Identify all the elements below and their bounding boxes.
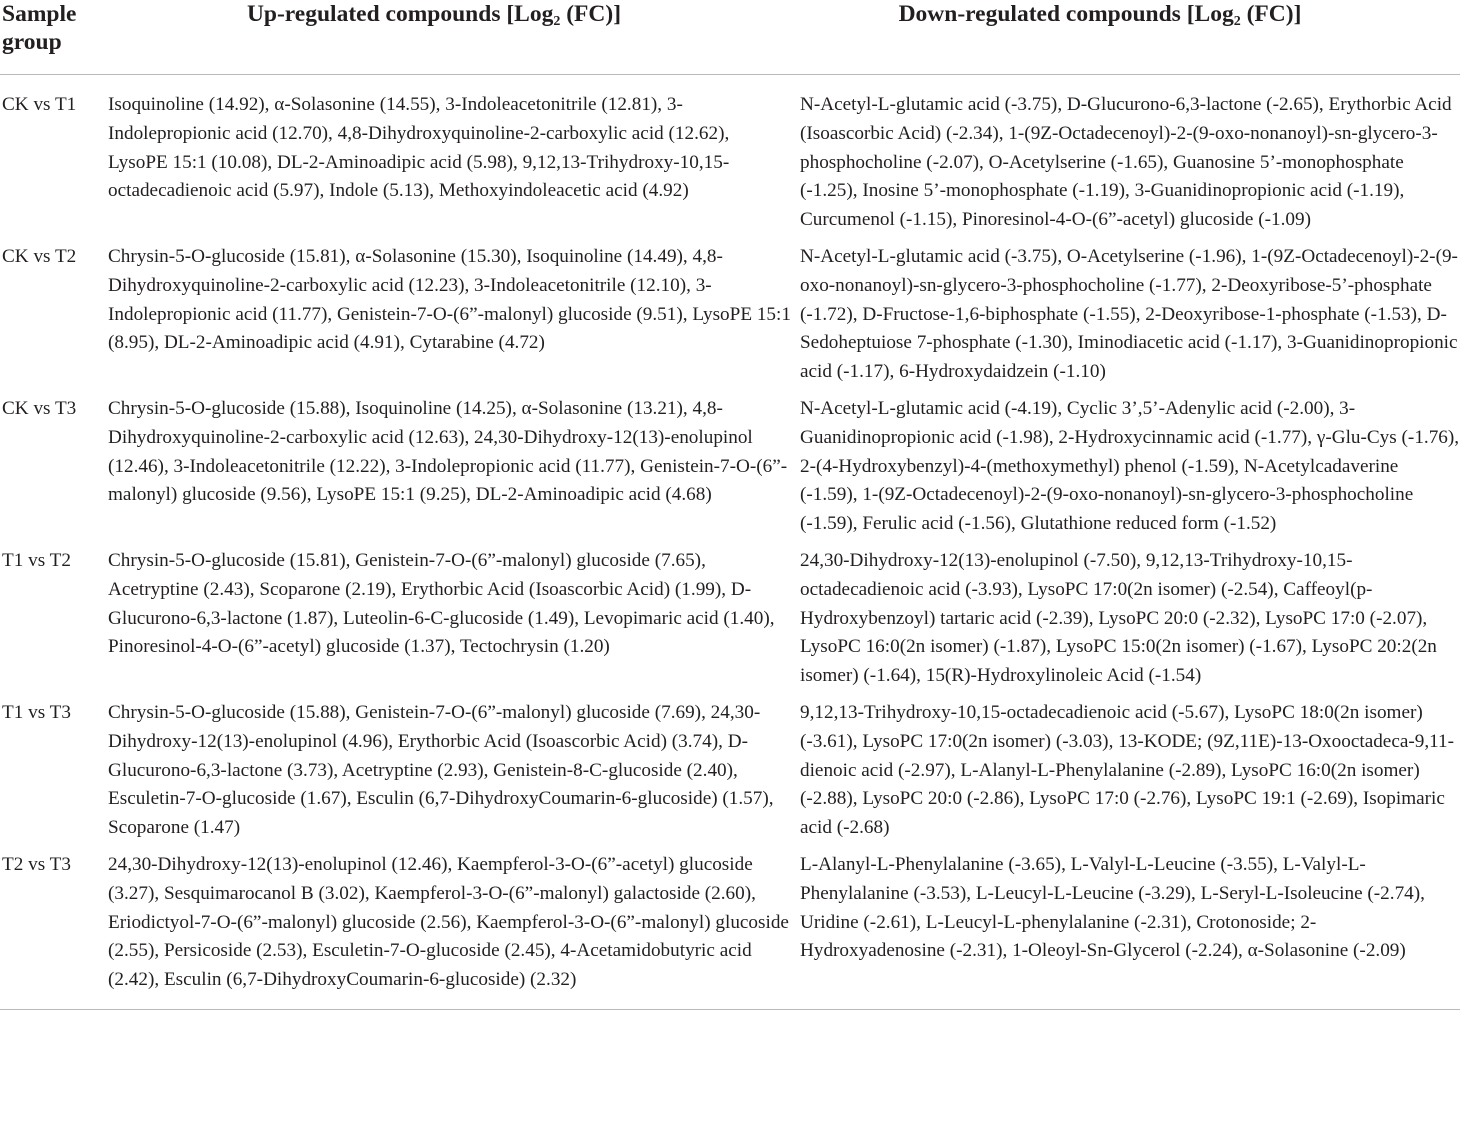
up-regulated-cell: Isoquinoline (14.92), α-Solasonine (14.55), 3-Indoleacetonitrile (12.81), 3-Indolepropionic acid (12.70), 4,8-Dihydroxyquinoline-2-carboxylic acid (12.62), LysoPE 15:1 (10.08), DL-2-Aminoadipic acid (5.98), 9,12,13-Trihydroxy-10,15-octadecadienoic acid (5.97), Indole (5.13), Methoxyindoleacetic acid (4.92) — [108, 94, 730, 202]
header-down-regulated — [800, 0, 1460, 75]
table-row — [0, 243, 1460, 395]
table-row — [0, 395, 1460, 547]
up-regulated-cell: Chrysin-5-O-glucoside (15.81), α-Solasonine (15.30), Isoquinoline (14.49), 4,8-Dihydroxyquinoline-2-carboxylic acid (12.23), 3-Indoleacetonitrile (12.10), 3-Indolepropionic acid (11.77), Genistein-7-O-(6”-malonyl) glucoside (9.51), LysoPE 15:1 (8.95), DL-2-Aminoadipic acid (4.91), Cytarabine (4.72) — [108, 245, 791, 354]
up-regulated-cell: 24,30-Dihydroxy-12(13)-enolupinol (12.46), Kaempferol-3-O-(6”-acetyl) glucoside (3.27), Sesquimarocanol B (3.02), Kaempferol-3-O-(6”-malonyl) galactoside (2.60), Eriodictyol-7-O-(6”-malonyl) glucoside (2.56), Kaempferol-3-O-(6”-malonyl) glucoside (2.55), Persicoside (2.53), Esculetin-7-O-glucoside (2.45), 4-Acetamidobutyric acid (2.42), Esculin (6,7-DihydroxyCoumarin-6-glucoside) (2.32) — [108, 851, 800, 1009]
up-regulated-cell: Chrysin-5-O-glucoside (15.88), Isoquinoline (14.25), α-Solasonine (13.21), 4,8-Dihydroxyquinoline-2-carboxylic acid (12.63), 24,30-Dihydroxy-12(13)-enolupinol (12.46), 3-Indoleacetonitrile (12.22), 3-Indolepropionic acid (11.77), Genistein-7-O-(6”-malonyl) glucoside (9.56), LysoPE 15:1 (9.25), DL-2-Aminoadipic acid (4.68) — [108, 397, 788, 506]
sample-group-cell: T1 vs T2 — [2, 549, 71, 571]
table-body — [0, 75, 1460, 1010]
down-regulated-cell: 9,12,13-Trihydroxy-10,15-octadecadienoic acid (-5.67), LysoPC 18:0(2n isomer) (-3.61), LysoPC 17:0(2n isomer) (-3.03), 13-KODE; (9Z,11E)-13-Oxooctadeca-9,11-dienoic acid (-2.97), L-Alanyl-L-Phenylalanine (-2.89), LysoPC 16:0(2n isomer) (-2.88), LysoPC 20:0 (-2.86), LysoPC 17:0 (-2.76), LysoPC 19:1 (-2.69), Isopimaric acid (-2.68) — [800, 701, 1454, 839]
header-up-subscript: 2 — [553, 14, 561, 29]
table-row — [0, 75, 1460, 243]
header-up-text: Up-regulated compounds [Log — [246, 1, 554, 27]
header-down-subscript: 2 — [1233, 14, 1241, 29]
up-regulated-cell: Chrysin-5-O-glucoside (15.81), Genistein-7-O-(6”-malonyl) glucoside (7.65), Acetryptine (2.43), Scoparone (2.19), Erythorbic Acid (Isoascorbic Acid) (1.99), D-Glucurono-6,3-lactone (1.87), Luteolin-6-C-glucoside (1.49), Levopimaric acid (1.40), Pinoresinol-4-O-(6”-acetyl) glucoside (1.37), Tectochrysin (1.20) — [108, 549, 775, 658]
sample-group-cell: CK vs T2 — [2, 245, 77, 267]
sample-group-cell: CK vs T3 — [2, 397, 77, 419]
header-sample-group: Sample group — [0, 0, 108, 75]
header-down-suffix: (FC)] — [1240, 1, 1302, 27]
up-regulated-cell: Chrysin-5-O-glucoside (15.88), Genistein-7-O-(6”-malonyl) glucoside (7.69), 24,30-Dihydroxy-12(13)-enolupinol (4.96), Erythorbic Acid (Isoascorbic Acid) (3.74), D-Glucurono-6,3-lactone (3.73), Acetryptine (2.93), Genistein-8-C-glucoside (2.40), Esculetin-7-O-glucoside (1.67), Esculin (6,7-DihydroxyCoumarin-6-glucoside) (1.57), Scoparone (1.47) — [108, 701, 774, 839]
down-regulated-cell: N-Acetyl-L-glutamic acid (-4.19), Cyclic 3’,5’-Adenylic acid (-2.00), 3-Guanidinopropionic acid (-1.98), 2-Hydroxycinnamic acid (-1.77), γ-Glu-Cys (-1.76), 2-(4-Hydroxybenzyl)-4-(methoxymethyl) phenol (-1.59), N-Acetylcadaverine (-1.59), 1-(9Z-Octadecenoyl)-2-(9-oxo-nonanoyl)-sn-glycero-3-phosphocholine (-1.59), Ferulic acid (-1.56), Glutathione reduced form (-1.52) — [800, 397, 1460, 535]
sample-group-cell: T1 vs T3 — [2, 701, 71, 723]
sample-group-cell: CK vs T1 — [2, 94, 77, 115]
down-regulated-cell: L-Alanyl-L-Phenylalanine (-3.65), L-Valyl-L-Leucine (-3.55), L-Valyl-L-Phenylalanine (-3.53), L-Leucyl-L-Leucine (-3.29), L-Seryl-L-Isoleucine (-2.74), Uridine (-2.61), L-Leucyl-L-phenylalanine (-2.31), Crotonoside; 2-Hydroxyadenosine (-2.31), 1-Oleoyl-Sn-Glycerol (-2.24), α-Solasonine (-2.09) — [800, 851, 1460, 1009]
down-regulated-cell: 24,30-Dihydroxy-12(13)-enolupinol (-7.50), 9,12,13-Trihydroxy-10,15-octadecadienoic acid (-3.93), LysoPC 17:0(2n isomer) (-2.54), Caffeoyl(p-Hydroxybenzoyl) tartaric acid (-2.39), LysoPC 20:0 (-2.32), LysoPC 17:0 (-2.07), LysoPC 16:0(2n isomer) (-1.87), LysoPC 15:0(2n isomer) (-1.67), LysoPC 20:2(2n isomer) (-1.64), 15(R)-Hydroxylinoleic Acid (-1.54) — [800, 549, 1437, 687]
sample-group-cell: T2 vs T3 — [0, 851, 108, 1009]
table-header — [0, 0, 1460, 75]
down-regulated-cell: N-Acetyl-L-glutamic acid (-3.75), D-Glucurono-6,3-lactone (-2.65), Erythorbic Acid (Isoascorbic Acid) (-2.34), 1-(9Z-Octadecenoyl)-2-(9-oxo-nonanoyl)-sn-glycero-3-phosphocholine (-2.07), O-Acetylserine (-1.65), Guanosine 5’-monophosphate (-1.25), Inosine 5’-monophosphate (-1.19), 3-Guanidinopropionic acid (-1.19), Curcumenol (-1.15), Pinoresinol-4-O-(6”-acetyl) glucoside (-1.09) — [800, 94, 1452, 231]
table-row — [0, 851, 1460, 1009]
header-row — [0, 0, 1460, 75]
down-regulated-cell: N-Acetyl-L-glutamic acid (-3.75), O-Acetylserine (-1.96), 1-(9Z-Octadecenoyl)-2-(9-oxo-nonanoyl)-sn-glycero-3-phosphocholine (-1.77), 2-Deoxyribose-5’-phosphate (-1.72), D-Fructose-1,6-biphosphate (-1.55), 2-Deoxyribose-1-phosphate (-1.53), D-Sedoheptuiose 7-phosphate (-1.30), Iminodiacetic acid (-1.17), 3-Guanidinopropionic acid (-1.17), 6-Hydroxydaidzein (-1.10) — [800, 245, 1458, 383]
header-down-text: Down-regulated compounds [Log — [898, 1, 1234, 27]
table-row — [0, 699, 1460, 851]
header-up-regulated — [108, 0, 800, 75]
header-up-suffix: (FC)] — [560, 1, 622, 27]
table-row — [0, 547, 1460, 699]
